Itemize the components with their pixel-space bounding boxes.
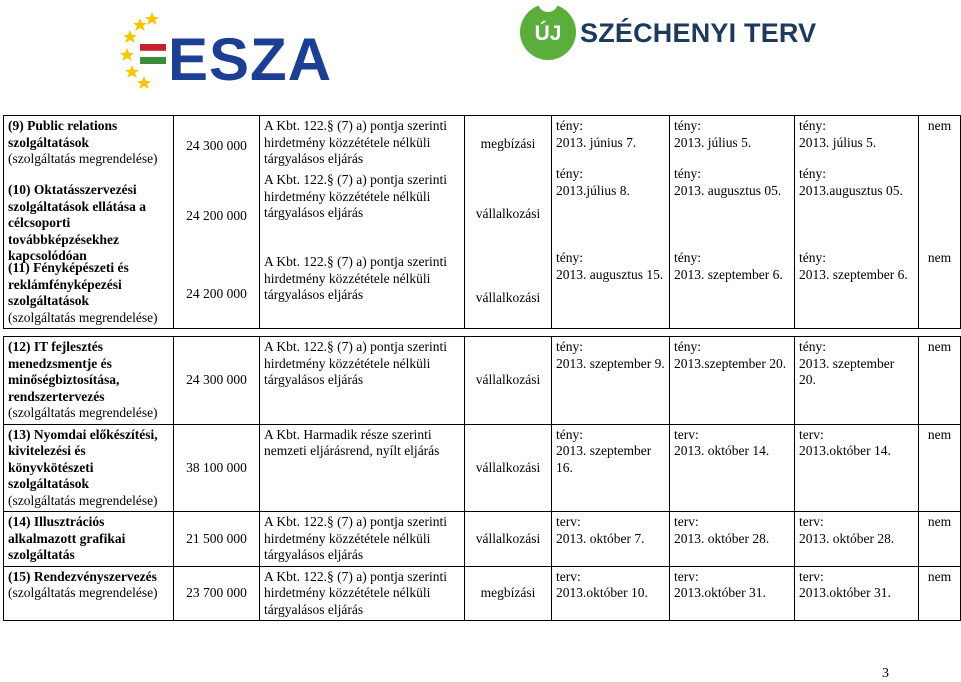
date-label: terv: bbox=[799, 426, 824, 442]
date-label: tény: bbox=[674, 250, 701, 265]
date2-cell bbox=[670, 512, 795, 567]
date2-cell bbox=[670, 424, 795, 512]
szechenyi-terv-logo-text: SZÉCHENYI TERV bbox=[580, 18, 817, 48]
service-title: (13) Nyomdai előkészítési, kivitelezési és könyvkötészeti szolgáltatások bbox=[8, 426, 158, 491]
contract-type: vállalkozási bbox=[465, 424, 552, 512]
date-label: tény: bbox=[799, 250, 826, 265]
date-label: terv: bbox=[674, 568, 699, 584]
service-cell bbox=[4, 512, 174, 567]
page-number: 3 bbox=[882, 666, 889, 681]
contract-type: megbízási bbox=[480, 136, 536, 151]
date-label: tény: bbox=[556, 118, 583, 133]
amount-value: 23 700 000 bbox=[174, 566, 260, 621]
date-label: tény: bbox=[674, 166, 701, 181]
page-header bbox=[0, 0, 960, 112]
date1-cell bbox=[552, 116, 670, 329]
date-label: terv: bbox=[799, 514, 824, 529]
procedure-text: A Kbt. Harmadik része szerinti nemzeti eljárásrend, nyílt eljárás bbox=[260, 424, 465, 512]
date-value: 2013. október 14. bbox=[674, 443, 770, 458]
date-value: 2013.július 8. bbox=[556, 182, 630, 198]
amount-cell bbox=[174, 116, 260, 329]
date-value: 2013. szeptember 20. bbox=[799, 355, 895, 387]
procedure-text: A Kbt. 122.§ (7) a) pontja szerinti hirdetmény közzététele nélküli tárgyalásos eljárás bbox=[264, 172, 447, 220]
date-label: tény: bbox=[556, 339, 583, 354]
service-note: (szolgáltatás megrendelése) bbox=[8, 585, 158, 600]
procedure-text: A Kbt. 122.§ (7) a) pontja szerinti hirdetmény közzététele nélküli tárgyalásos eljárás bbox=[264, 118, 447, 166]
procedure-text: A Kbt. 122.§ (7) a) pontja szerinti hirdetmény közzététele nélküli tárgyalásos eljárás bbox=[260, 566, 465, 621]
date2-cell bbox=[670, 337, 795, 425]
date1-cell bbox=[552, 424, 670, 512]
procedure-text: A Kbt. 122.§ (7) a) pontja szerinti hirdetmény közzététele nélküli tárgyalásos eljárás bbox=[264, 254, 447, 302]
contract-type: vállalkozási bbox=[475, 290, 541, 305]
date-label: terv: bbox=[799, 568, 824, 584]
procurement-table-1 bbox=[3, 115, 961, 329]
table-row bbox=[4, 512, 961, 567]
date-label: terv: bbox=[674, 514, 699, 529]
table-row bbox=[4, 424, 961, 512]
date-value: 2013. július 5. bbox=[674, 134, 752, 150]
date-label: tény: bbox=[556, 166, 583, 181]
procurement-table-2 bbox=[3, 336, 961, 621]
amount-value: 24 200 000 bbox=[186, 208, 247, 223]
date3-cell bbox=[795, 116, 919, 329]
service-cell bbox=[4, 424, 174, 512]
date2-cell bbox=[670, 566, 795, 621]
date3-cell bbox=[795, 512, 919, 567]
date-label: tény: bbox=[674, 118, 701, 133]
date-label: tény: bbox=[674, 339, 701, 354]
date-value: 2013. október 28. bbox=[799, 530, 895, 546]
flag-cell bbox=[919, 116, 961, 329]
contract-type: vállalkozási bbox=[465, 512, 552, 567]
service-title: (12) IT fejlesztés menedzsmentje és minőségbiztosítása, rendszertervezés bbox=[8, 339, 120, 404]
date-value: 2013.október 31. bbox=[799, 585, 891, 600]
date-value: 2013. augusztus 15. bbox=[556, 266, 664, 282]
table-row bbox=[4, 337, 961, 425]
date-value: 2013. október 28. bbox=[674, 530, 770, 546]
flag-value: nem bbox=[927, 250, 952, 265]
date1-cell bbox=[552, 566, 670, 621]
flag-value: nem bbox=[919, 424, 961, 512]
flag-value: nem bbox=[919, 566, 961, 621]
service-title: (15) Rendezvényszervezés bbox=[8, 568, 157, 584]
contract-type: megbízási bbox=[465, 566, 552, 621]
date3-cell bbox=[795, 566, 919, 621]
service-title: (11) Fényképészeti és reklámfényképezési szolgáltatások bbox=[8, 260, 129, 308]
date-label: terv: bbox=[674, 426, 699, 442]
service-note: (szolgáltatás megrendelése) bbox=[8, 492, 158, 508]
table-row bbox=[4, 116, 961, 329]
service-title: (9) Public relations szolgáltatások bbox=[8, 118, 118, 150]
date-value: 2013. szeptember 6. bbox=[674, 266, 783, 282]
service-cell bbox=[4, 116, 174, 329]
date3-cell bbox=[795, 337, 919, 425]
procedure-cell bbox=[260, 116, 465, 329]
date-value: 2013.október 14. bbox=[799, 443, 891, 458]
date-value: 2013. augusztus 05. bbox=[674, 182, 782, 198]
esza-logo bbox=[118, 0, 333, 112]
date3-cell bbox=[795, 424, 919, 512]
service-cell bbox=[4, 337, 174, 425]
contract-type-cell bbox=[465, 116, 552, 329]
date-label: tény: bbox=[799, 339, 826, 354]
service-note: (szolgáltatás megrendelése) bbox=[8, 405, 158, 420]
service-title: (10) Oktatásszervezési szolgáltatások ellátása a célcsoporti továbbképzésekhez kapcsolódóan bbox=[8, 182, 146, 263]
date-value: 2013. június 7. bbox=[556, 134, 637, 150]
date-value: 2013.szeptember 20. bbox=[674, 355, 787, 371]
date-value: 2013.augusztus 05. bbox=[799, 182, 903, 198]
date-value: 2013. július 5. bbox=[799, 134, 877, 150]
date-value: 2013.október 31. bbox=[674, 585, 766, 600]
uj-badge-text: ÚJ bbox=[534, 22, 562, 45]
date1-cell bbox=[552, 337, 670, 425]
service-cell bbox=[4, 566, 174, 621]
date-value: 2013. szeptember 16. bbox=[556, 443, 652, 475]
service-title: (14) Illusztrációs alkalmazott grafikai szolgáltatás bbox=[8, 514, 126, 562]
date-value: 2013. október 7. bbox=[556, 530, 645, 546]
procedure-text: A Kbt. 122.§ (7) a) pontja szerinti hirdetmény közzététele nélküli tárgyalásos eljárás bbox=[260, 337, 465, 425]
uj-badge-icon bbox=[520, 4, 576, 60]
service-note: (szolgáltatás megrendelése) bbox=[8, 309, 158, 325]
date-label: tény: bbox=[799, 118, 826, 133]
amount-value: 24 300 000 bbox=[174, 337, 260, 425]
table-row bbox=[4, 566, 961, 621]
amount-value: 24 200 000 bbox=[186, 286, 247, 301]
contract-type: vállalkozási bbox=[475, 206, 541, 221]
date-value: 2013.október 10. bbox=[556, 585, 648, 600]
esza-logo-text: ESZA bbox=[168, 26, 333, 93]
date1-cell bbox=[552, 512, 670, 567]
date-label: terv: bbox=[556, 568, 581, 584]
contract-type: vállalkozási bbox=[465, 337, 552, 425]
amount-value: 21 500 000 bbox=[174, 512, 260, 567]
date-label: tény: bbox=[556, 250, 583, 265]
date-value: 2013. szeptember 6. bbox=[799, 266, 908, 282]
date2-cell bbox=[670, 116, 795, 329]
date-label: tény: bbox=[799, 166, 826, 181]
service-note: (szolgáltatás megrendelése) bbox=[8, 151, 158, 166]
amount-value: 24 300 000 bbox=[186, 138, 247, 153]
procedure-text: A Kbt. 122.§ (7) a) pontja szerinti hirdetmény közzététele nélküli tárgyalásos eljárás bbox=[260, 512, 465, 567]
flag-value: nem bbox=[919, 512, 961, 567]
flag-value: nem bbox=[919, 337, 961, 425]
date-label: terv: bbox=[556, 514, 581, 529]
amount-value: 38 100 000 bbox=[174, 424, 260, 512]
date-label: tény: bbox=[556, 426, 583, 442]
date-value: 2013. szeptember 9. bbox=[556, 355, 665, 371]
flag-value: nem bbox=[927, 118, 952, 133]
